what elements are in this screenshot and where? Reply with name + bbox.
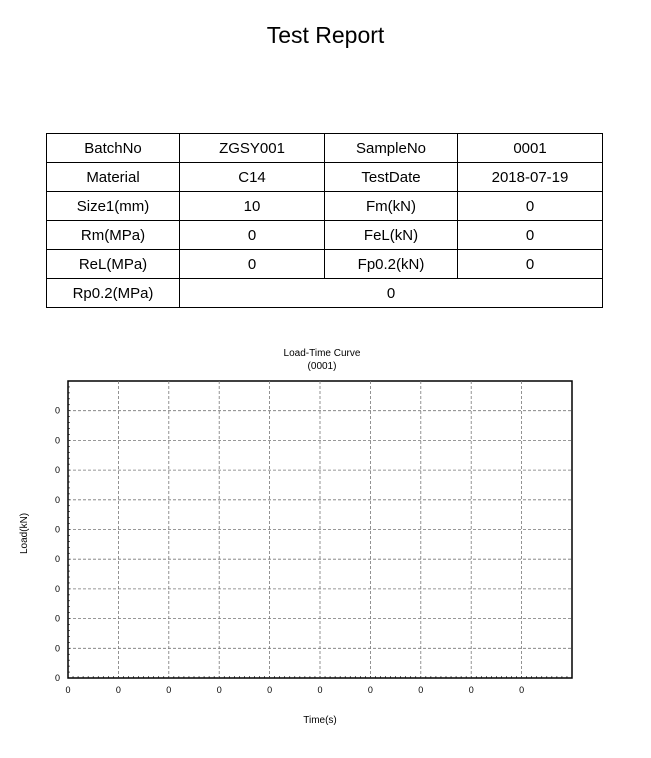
rm-value: 0 <box>180 221 325 250</box>
x-tick-label: 0 <box>267 685 273 695</box>
rel-value: 0 <box>180 250 325 279</box>
rp02-label: Rp0.2(MPa) <box>47 279 180 308</box>
material-label: Material <box>47 163 180 192</box>
x-axis-label: Time(s) <box>303 715 337 726</box>
fel-value: 0 <box>458 221 603 250</box>
x-tick-label: 0 <box>166 685 172 695</box>
y-axis-label: Load(kN) <box>19 512 30 554</box>
fp02-label: Fp0.2(kN) <box>325 250 458 279</box>
batch-no-value: ZGSY001 <box>180 134 325 163</box>
y-tick-label: 0 <box>54 494 60 505</box>
y-tick-label: 0 <box>54 583 60 594</box>
fp02-value: 0 <box>458 250 603 279</box>
sample-no-label: SampleNo <box>325 134 458 163</box>
fm-label: Fm(kN) <box>325 192 458 221</box>
size1-value: 10 <box>180 192 325 221</box>
x-tick-label: 0 <box>418 685 424 695</box>
x-tick-label: 0 <box>468 685 474 695</box>
x-tick-label: 0 <box>115 685 121 695</box>
test-date-label: TestDate <box>325 163 458 192</box>
material-value: C14 <box>180 163 325 192</box>
y-tick-label: 0 <box>54 405 60 416</box>
x-tick-label: 0 <box>65 685 71 695</box>
x-tick-label: 0 <box>519 685 525 695</box>
fel-label: FeL(kN) <box>325 221 458 250</box>
x-tick-label: 0 <box>317 685 323 695</box>
rm-label: Rm(MPa) <box>47 221 180 250</box>
y-tick-label: 0 <box>54 673 60 683</box>
sample-no-value: 0001 <box>458 134 603 163</box>
rel-label: ReL(MPa) <box>47 250 180 279</box>
x-tick-label: 0 <box>367 685 373 695</box>
y-tick-label: 0 <box>54 465 60 476</box>
y-tick-label: 0 <box>54 554 60 565</box>
rp02-value: 0 <box>180 279 603 308</box>
chart-subtitle: (0001) <box>307 361 337 372</box>
chart-title: Load-Time Curve <box>283 348 361 359</box>
test-date-value: 2018-07-19 <box>458 163 603 192</box>
size1-label: Size1(mm) <box>47 192 180 221</box>
fm-value: 0 <box>458 192 603 221</box>
y-tick-label: 0 <box>54 435 60 446</box>
y-tick-label: 0 <box>54 643 60 654</box>
y-tick-label: 0 <box>54 524 60 535</box>
x-tick-label: 0 <box>216 685 222 695</box>
batch-no-label: BatchNo <box>47 134 180 163</box>
report-title: Test Report <box>266 22 385 48</box>
y-tick-label: 0 <box>54 613 60 624</box>
